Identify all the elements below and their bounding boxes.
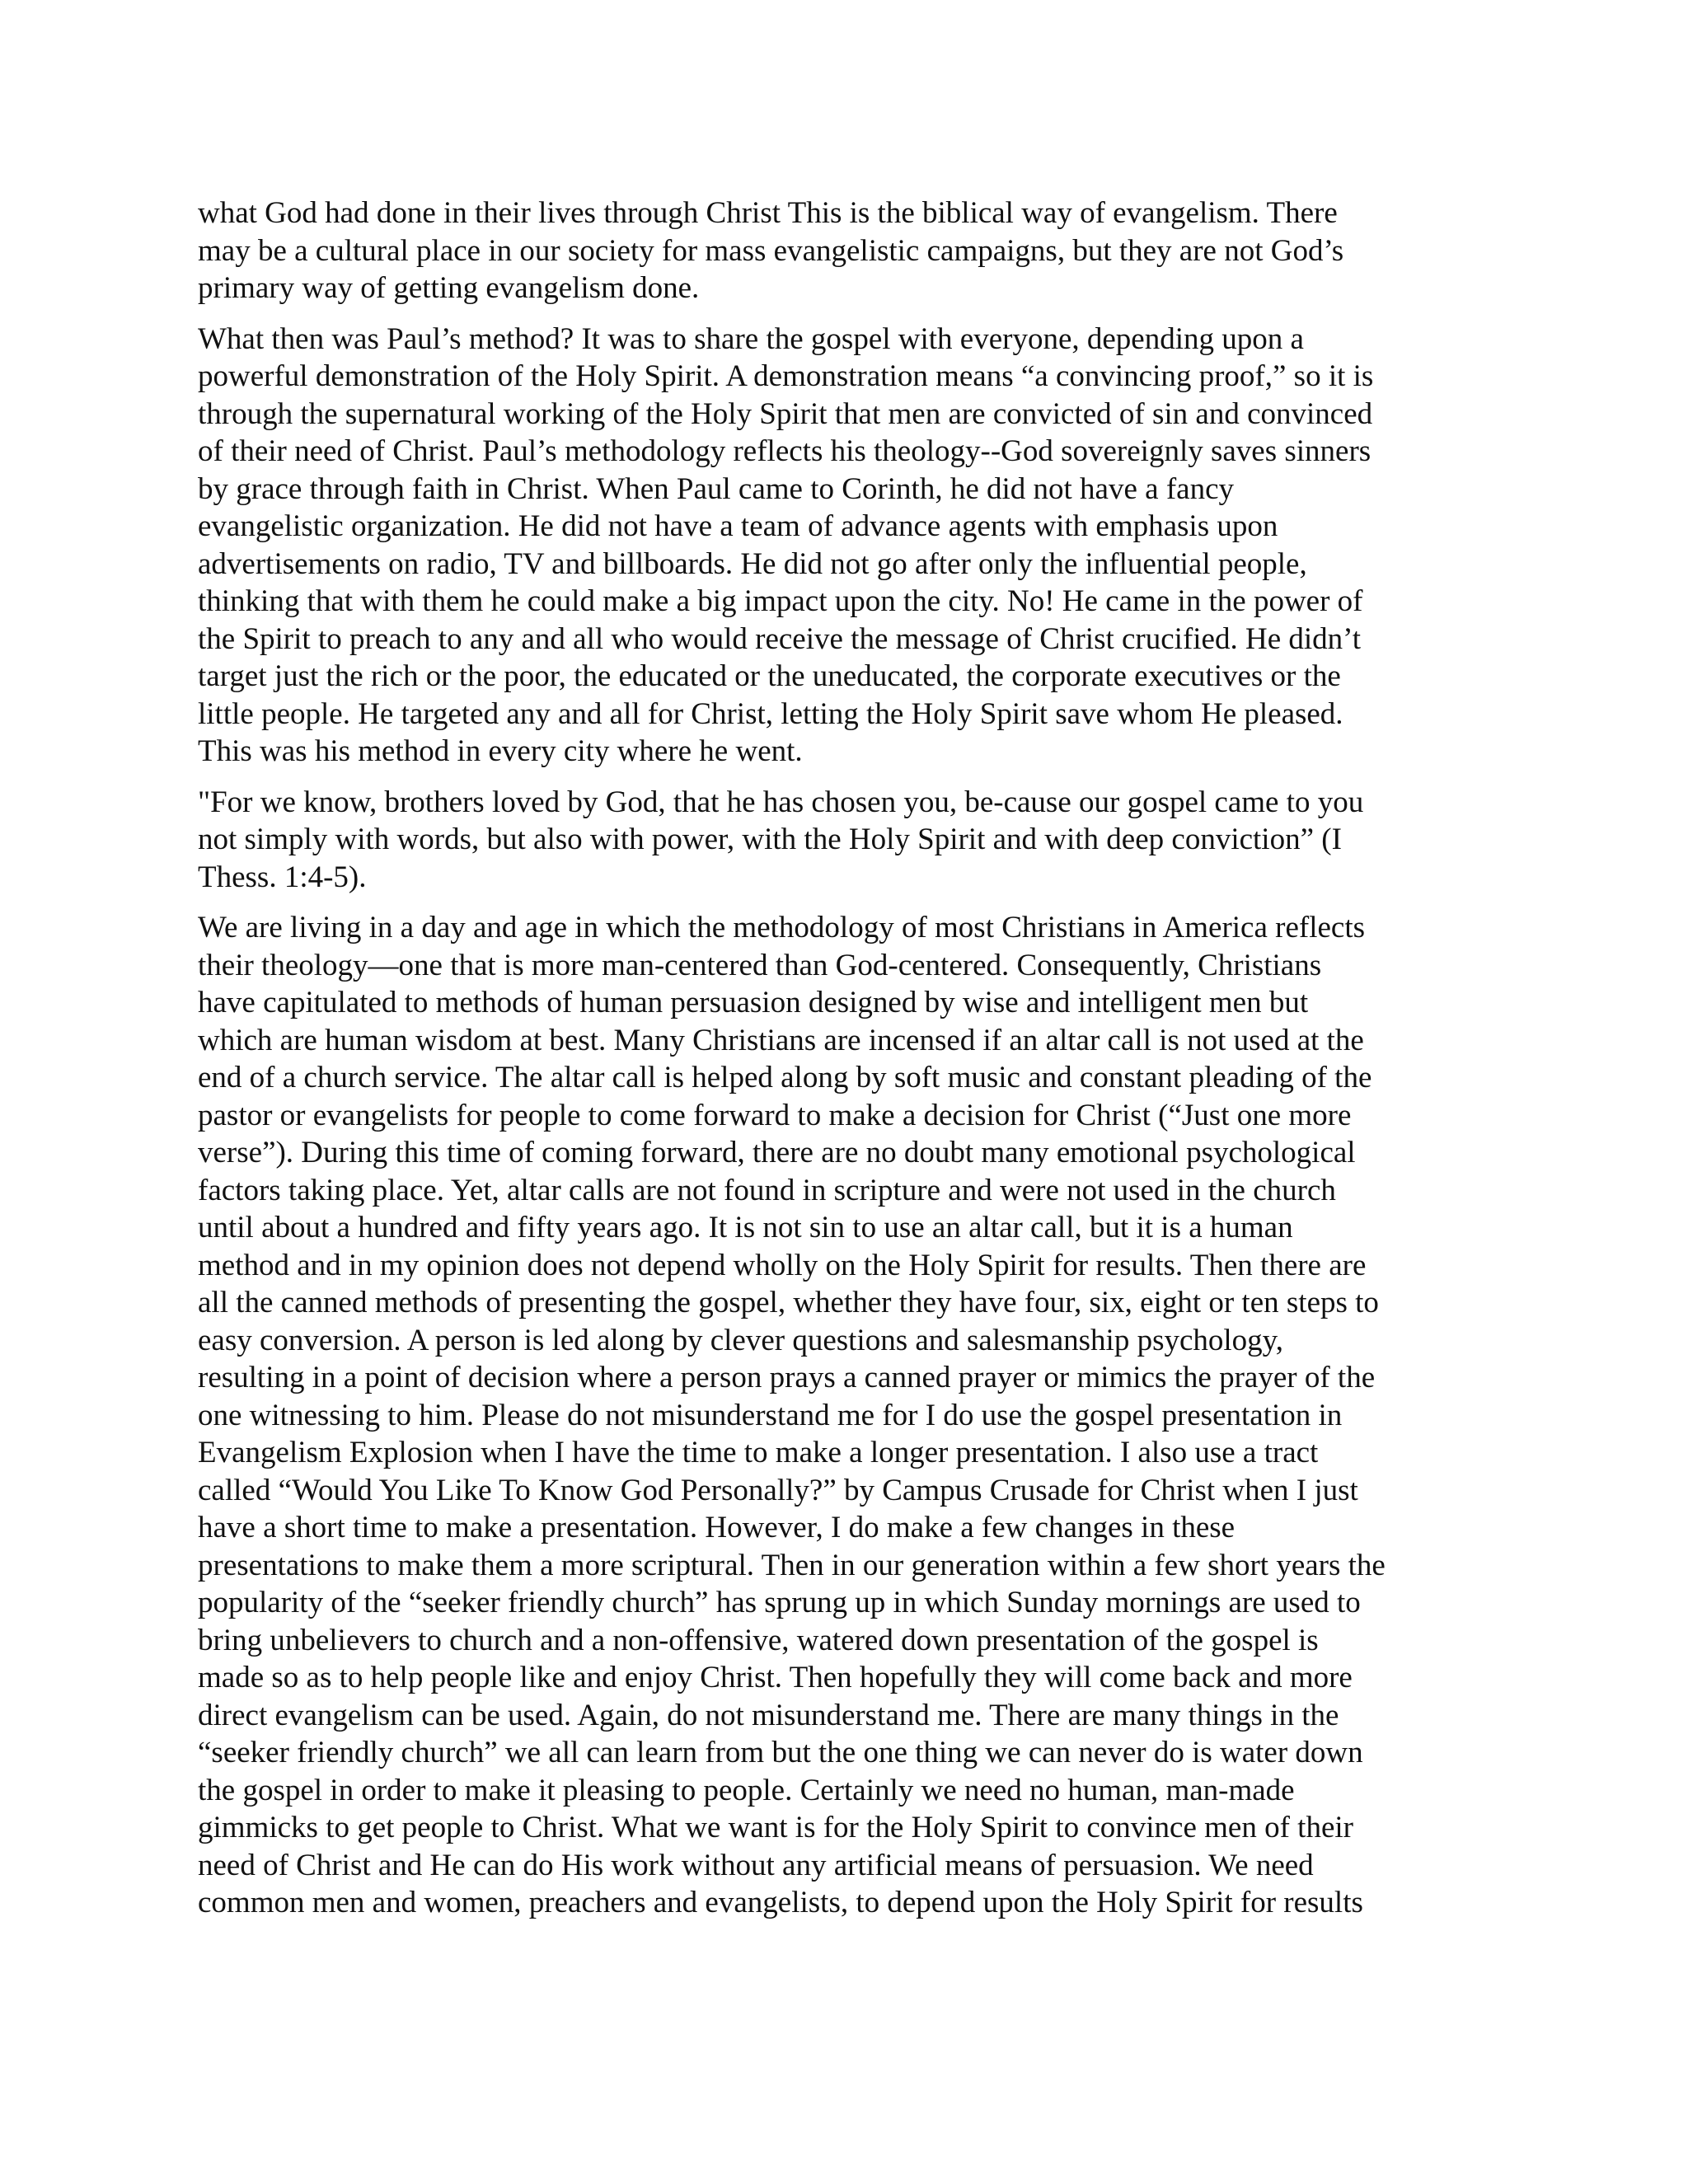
text-line: until about a hundred and fifty years ago. It is not sin to use an altar call, but it is a human <box>198 1211 1293 1244</box>
text-line: resulting in a point of decision where a person prays a canned prayer or mimics the prayer of the <box>198 1361 1376 1394</box>
text-line: what God had done in their lives through Christ This is the biblical way of evangelism. There <box>198 196 1338 230</box>
text-line: primary way of getting evangelism done. <box>198 271 700 305</box>
text-line: factors taking place. Yet, altar calls are not found in scripture and were not used in the church <box>198 1173 1336 1207</box>
text-line: common men and women, preachers and evangelists, to depend upon the Holy Spirit for results <box>198 1886 1363 1919</box>
text-line: have capitulated to methods of human persuasion designed by wise and intelligent men but <box>198 986 1309 1019</box>
paragraph <box>198 784 1508 897</box>
text-line: of their need of Christ. Paul’s methodology reflects his theology--God sovereignly saves sinners <box>198 434 1372 468</box>
text-line: not simply with words, but also with power, with the Holy Spirit and with deep conviction” (I <box>198 823 1342 856</box>
text-line: evangelistic organization. He did not have a team of advance agents with emphasis upon <box>198 509 1278 543</box>
text-line: presentations to make them a more scriptural. Then in our generation within a few short years the <box>198 1548 1386 1582</box>
text-line: gimmicks to get people to Christ. What we want is for the Holy Spirit to convince men of their <box>198 1811 1353 1844</box>
text-line: method and in my opinion does not depend wholly on the Holy Spirit for results. Then there are <box>198 1248 1367 1282</box>
text-line: Thess. 1:4-5). <box>198 860 367 894</box>
paragraph <box>198 909 1508 1922</box>
text-line: all the canned methods of presenting the gospel, whether they have four, six, eight or ten steps to <box>198 1286 1379 1319</box>
text-line: pastor or evangelists for people to come forward to make a decision for Christ (“Just one more <box>198 1098 1352 1132</box>
text-line: This was his method in every city where he went. <box>198 734 803 768</box>
text-line: advertisements on radio, TV and billboards. He did not go after only the influential people, <box>198 546 1307 581</box>
text-line: bring unbelievers to church and a non-offensive, watered down presentation of the gospel is <box>198 1623 1319 1657</box>
text-line: the Spirit to preach to any and all who would receive the message of Christ crucified. He didn’t <box>198 621 1362 656</box>
text-line: made so as to help people like and enjoy Christ. Then hopefully they will come back and more <box>198 1661 1353 1694</box>
text-line: by grace through faith in Christ. When Paul came to Corinth, he did not have a fancy <box>198 471 1234 506</box>
text-line: end of a church service. The altar call is helped along by soft music and constant pleading of the <box>198 1061 1372 1094</box>
text-line: "For we know, brothers loved by God, that he has chosen you, be-cause our gospel came to you <box>198 785 1364 819</box>
text-line: one witnessing to him. Please do not misunderstand me for I do use the gospel presentation in <box>198 1398 1343 1432</box>
text-line: We are living in a day and age in which the methodology of most Christians in America reflects <box>198 911 1366 944</box>
text-line: which are human wisdom at best. Many Christians are incensed if an altar call is not used at the <box>198 1023 1364 1057</box>
text-line: their theology—one that is more man-centered than God-centered. Consequently, Christians <box>198 948 1322 982</box>
text-line: little people. He targeted any and all for Christ, letting the Holy Spirit save whom He pleased. <box>198 696 1343 731</box>
paragraph <box>198 321 1508 771</box>
text-line: Evangelism Explosion when I have the time to make a longer presentation. I also use a tract <box>198 1436 1319 1469</box>
document-body <box>198 194 1508 1935</box>
text-line: need of Christ and He can do His work without any artificial means of persuasion. We need <box>198 1848 1314 1882</box>
text-line: called “Would You Like To Know God Personally?” by Campus Crusade for Christ when I just <box>198 1473 1358 1507</box>
text-line: verse”). During this time of coming forward, there are no doubt many emotional psychological <box>198 1136 1356 1169</box>
text-line: powerful demonstration of the Holy Spirit. A demonstration means “a convincing proof,” so it is <box>198 359 1374 393</box>
text-line: popularity of the “seeker friendly church” has sprung up in which Sunday mornings are used to <box>198 1586 1361 1619</box>
paragraph <box>198 194 1508 307</box>
text-line: target just the rich or the poor, the educated or the uneducated, the corporate executives or the <box>198 659 1341 693</box>
text-line: through the supernatural working of the Holy Spirit that men are convicted of sin and convinced <box>198 396 1373 431</box>
text-line: have a short time to make a presentation. However, I do make a few changes in these <box>198 1511 1236 1544</box>
text-line: What then was Paul’s method? It was to share the gospel with everyone, depending upon a <box>198 321 1304 356</box>
text-line: “seeker friendly church” we all can learn from but the one thing we can never do is water down <box>198 1736 1363 1769</box>
text-line: easy conversion. A person is led along by clever questions and salesmanship psychology, <box>198 1323 1284 1357</box>
text-line: direct evangelism can be used. Again, do not misunderstand me. There are many things in the <box>198 1698 1339 1732</box>
text-line: the gospel in order to make it pleasing to people. Certainly we need no human, man-made <box>198 1773 1295 1807</box>
text-line: thinking that with them he could make a big impact upon the city. No! He came in the power of <box>198 584 1363 618</box>
text-line: may be a cultural place in our society for mass evangelistic campaigns, but they are not God’s <box>198 233 1344 268</box>
